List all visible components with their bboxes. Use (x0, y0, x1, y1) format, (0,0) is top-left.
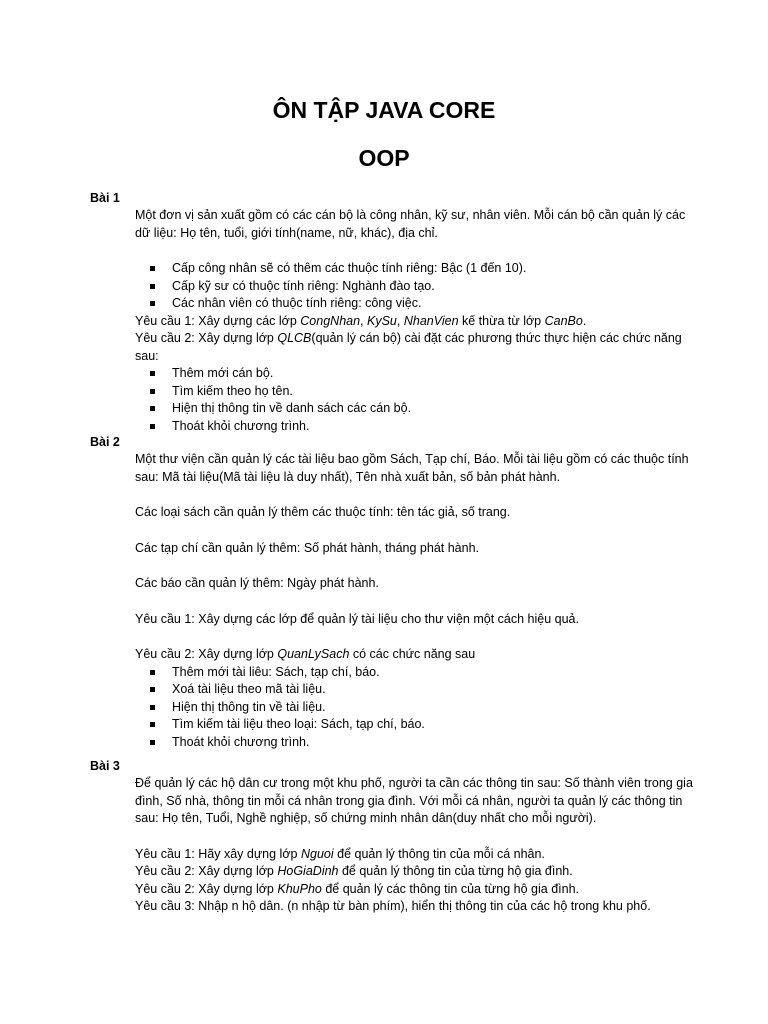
class-name: NhanVien (403, 313, 459, 328)
bullet-list (135, 260, 695, 313)
list-item: Hiện thị thông tin về danh sách các cán bộ. (135, 400, 695, 418)
class-name: QLCB (277, 331, 312, 345)
list-item: Tìm kiếm theo họ tên. (135, 383, 695, 401)
list-item: Hiện thị thông tin về tài liệu. (135, 699, 695, 717)
section-bai-3 (135, 775, 695, 916)
paragraph: Một đơn vị sản xuất gồm có các cán bộ là công nhân, kỹ sư, nhân viên. Mỗi cán bộ cần quản lý các dữ liệu: Họ tên, tuổi, giới tính(name, nữ, khác), địa chỉ. (135, 208, 686, 240)
requirement-1: Yêu cầu 1: Hãy xây dựng lớp Nguoi để quản lý thông tin của mỗi cá nhân. (135, 846, 545, 861)
paragraph: Các loại sách cần quản lý thêm các thuộc tính: tên tác giả, số trang. (135, 505, 511, 519)
section-bai-2 (135, 451, 695, 751)
class-name: KySu (367, 313, 397, 328)
list-item: Cấp công nhân sẽ có thêm các thuộc tính riêng: Bậc (1 đến 10). (135, 260, 695, 278)
requirement-3: Yêu cầu 3: Nhập n hộ dân. (n nhập từ bàn phím), hiển thị thông tin của các hộ trong khu phố. (135, 899, 651, 913)
document-title: ÔN TẬP JAVA CORE (272, 97, 496, 123)
list-item: Tìm kiếm tài liệu theo loại: Sách, tạp chí, báo. (135, 716, 695, 734)
bullet-list (135, 664, 695, 752)
section-label-bai-1: Bài 1 (90, 191, 120, 205)
requirement-2: Yêu cầu 2: Xây dựng lớp QuanLySach có các chức năng sau (135, 647, 476, 661)
document-subtitle: OOP (358, 145, 410, 171)
section-bai-1 (135, 207, 695, 435)
class-name: Nguoi (300, 846, 334, 861)
paragraph: Yêu cầu 1: Xây dựng các lớp để quản lý tài liệu cho thư viện một cách hiệu quả. (135, 611, 579, 626)
class-name: HoGiaDinh (277, 864, 339, 878)
list-item: Các nhân viên có thuộc tính riêng: công việc. (135, 295, 695, 313)
paragraph: Các báo cần quản lý thêm: Ngày phát hành. (135, 576, 379, 590)
requirement-2: Yêu cầu 2: Xây dựng lớp QLCB(quản lý cán bộ) cài đặt các phương thức thực hiện các chức năng sau: (135, 331, 682, 363)
requirement-1: Yêu cầu 1: Xây dựng các lớp CongNhan, KySu, NhanVien kế thừa từ lớp CanBo. (135, 313, 587, 328)
paragraph: Một thư viện cần quản lý các tài liệu bao gồm Sách, Tạp chí, Báo. Mỗi tài liệu gồm có các thuộc tính sau: Mã tài liệu(Mã tài liệu là duy nhất), Tên nhà xuất bản, số bản phát hành. (135, 452, 689, 484)
paragraph: Các tạp chí cần quản lý thêm: Số phát hành, tháng phát hành. (135, 540, 479, 555)
requirement-2: Yêu cầu 2: Xây dựng lớp HoGiaDinh để quản lý thông tin của từng hộ gia đình. (135, 864, 573, 878)
list-item: Cấp kỹ sư có thuộc tính riêng: Nghành đào tạo. (135, 278, 695, 296)
list-item: Thoát khỏi chương trình. (135, 418, 695, 436)
list-item: Thoát khỏi chương trình. (135, 734, 695, 752)
list-item: Thêm mới cán bộ. (135, 365, 695, 383)
class-name: KhuPho (277, 881, 322, 896)
bullet-list (135, 365, 695, 435)
class-name: CongNhan (300, 313, 361, 328)
requirement-2b: Yêu cầu 2: Xây dựng lớp KhuPho để quản lý các thông tin của từng hộ gia đình. (135, 881, 580, 896)
list-item: Thêm mới tài liêu: Sách, tạp chí, báo. (135, 664, 695, 682)
list-item: Xoá tài liệu theo mã tài liệu. (135, 681, 695, 699)
class-name: CanBo (544, 313, 583, 328)
paragraph: Để quản lý các hộ dân cư trong một khu phố, người ta cần các thông tin sau: Số thành viên trong gia đình, Số nhà, thông tin mỗi cá nhân trong gia đình. Với mỗi cá nhân, người ta quản lý các thông tin sau: Họ tên, Tuổi, Nghề nghiệp, số chứng minh nhân dân(duy nhất cho mỗi người). (135, 776, 693, 825)
section-label-bai-2: Bài 2 (90, 435, 120, 449)
class-name: QuanLySach (277, 647, 350, 661)
section-label-bai-3: Bài 3 (90, 759, 120, 773)
